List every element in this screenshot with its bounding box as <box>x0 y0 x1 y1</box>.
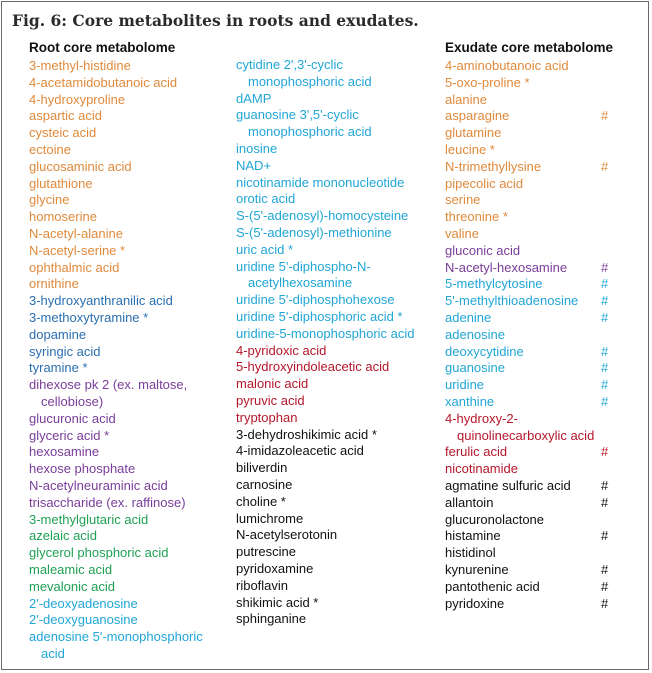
metabolite-entry: leucine * <box>445 142 495 157</box>
metabolite-entry: lumichrome <box>236 510 304 526</box>
metabolite-entry: maleamic acid <box>29 562 113 577</box>
metabolite-entry: histamine <box>445 528 501 544</box>
metabolite-entry: shikimic acid * <box>236 594 319 610</box>
metabolite-entry: serine <box>445 192 481 208</box>
metabolite-entry: syringic acid <box>29 343 101 359</box>
hash-mark: # <box>601 478 609 493</box>
hash-mark: # <box>601 158 609 174</box>
hash-mark: # <box>601 528 609 544</box>
metabolite-entry: hexosamine <box>29 444 100 460</box>
metabolite-entry: ornithine <box>29 276 79 292</box>
metabolite-entry: nicotinamide <box>445 461 518 477</box>
metabolite-entry: alanine <box>445 91 487 107</box>
metabolite-entry: 3-hydroxyanthranilic acid <box>29 293 173 309</box>
hash-mark: # <box>601 595 609 611</box>
metabolite-entry: guanosine <box>445 360 505 376</box>
metabolite-entry: valine <box>445 226 479 241</box>
metabolite-entry-continuation: acid <box>41 646 65 661</box>
metabolite-entry: choline * <box>236 493 286 509</box>
metabolite-entry: agmatine sulfuric acid <box>445 478 571 493</box>
metabolite-entry: 4-pyridoxic acid <box>236 342 327 358</box>
metabolite-entry: tryptophan <box>236 409 298 425</box>
metabolite-entry: adenosine <box>445 326 505 342</box>
metabolite-entry: 5-hydroxyindoleacetic acid <box>236 359 390 375</box>
metabolite-entry: uridine 5'-diphospho-N- <box>236 258 371 274</box>
metabolite-entry: guanosine 3',5'-cyclic <box>236 107 359 123</box>
metabolite-entry: dihexose pk 2 (ex. maltose, <box>29 377 188 393</box>
metabolite-entry: cytidine 2',3'-cyclic <box>236 57 343 72</box>
metabolite-entry: xanthine <box>445 394 495 409</box>
metabolite-entry: pyruvic acid <box>236 393 305 408</box>
metabolite-entry: 5-methylcytosine <box>445 276 543 292</box>
hash-mark: # <box>601 293 609 309</box>
metabolite-entry: 4-hydroxyproline <box>29 91 126 107</box>
metabolite-entry: 3-methyl-histidine <box>29 58 131 73</box>
metabolite-entry: putrescine <box>236 544 296 560</box>
figure-title: Fig. 6: Core metabolites in roots and exudates. <box>12 11 419 30</box>
metabolite-entry: N-acetylneuraminic acid <box>29 478 168 493</box>
metabolite-entry: biliverdin <box>236 460 288 476</box>
metabolite-entry: 4-acetamidobutanoic acid <box>29 74 178 90</box>
hash-mark: # <box>601 377 609 393</box>
metabolite-entry: gluconic acid <box>445 242 521 258</box>
column-header: Root core metabolome <box>29 40 176 55</box>
metabolite-entry: tyramine * <box>29 360 88 376</box>
metabolite-entry: 4-hydroxy-2- <box>445 410 518 426</box>
hash-mark: # <box>601 108 609 124</box>
metabolite-entry: 2'-deoxyadenosine <box>29 595 138 611</box>
metabolite-entry: 2'-deoxyguanosine <box>29 612 138 628</box>
hash-mark: # <box>601 276 609 292</box>
metabolite-entry: N-trimethyllysine <box>445 158 542 174</box>
hash-mark: # <box>601 360 609 376</box>
metabolite-entry: dopamine <box>29 326 87 342</box>
metabolite-entry: glutathione <box>29 175 93 191</box>
metabolite-entry: nicotinamide mononucleotide <box>236 174 405 190</box>
metabolite-entry: glucosaminic acid <box>29 158 132 174</box>
metabolite-entry: ophthalmic acid <box>29 259 120 275</box>
metabolite-entry-continuation: quinolinecarboxylic acid <box>457 427 595 443</box>
metabolite-entry: pyridoxine <box>445 595 505 611</box>
metabolite-entry-continuation: monophosphoric acid <box>248 124 372 140</box>
hash-mark: # <box>601 259 609 275</box>
metabolite-entry: aspartic acid <box>29 108 102 124</box>
metabolite-entry: allantoin <box>445 494 494 510</box>
metabolite-entry: kynurenine <box>445 562 509 577</box>
metabolite-entry: trisaccharide (ex. raffinose) <box>29 494 186 510</box>
metabolite-entry: glutamine <box>445 125 502 141</box>
metabolite-entry: ectoine <box>29 142 71 157</box>
metabolite-entry: S-(5'-adenosyl)-methionine <box>236 225 392 240</box>
metabolite-entry: carnosine <box>236 477 293 492</box>
hash-mark: # <box>601 578 609 594</box>
metabolite-entry: N-acetyl-alanine <box>29 226 123 241</box>
metabolite-entry: glucuronolactone <box>445 511 545 527</box>
hash-mark: # <box>601 310 609 325</box>
metabolite-entry: uridine 5'-diphosphoric acid * <box>236 309 403 324</box>
metabolite-entry: glucuronic acid <box>29 410 116 426</box>
metabolite-entry: adenosine 5'-monophosphoric <box>29 629 203 645</box>
metabolite-entry: glycerol phosphoric acid <box>29 545 169 561</box>
metabolite-entry-continuation: monophosphoric acid <box>248 73 372 89</box>
hash-mark: # <box>601 562 609 577</box>
metabolite-entry: 5'-methylthioadenosine <box>445 293 579 309</box>
metabolite-entry: uridine 5'-diphosphohexose <box>236 292 395 308</box>
metabolite-entry: 3-methoxytyramine * <box>29 310 149 325</box>
metabolite-entry: pipecolic acid <box>445 175 524 191</box>
metabolite-entry: cysteic acid <box>29 125 97 141</box>
metabolite-entry: malonic acid <box>236 376 309 392</box>
metabolite-entry: azelaic acid <box>29 528 97 544</box>
metabolite-entry: N-acetyl-hexosamine <box>445 259 568 275</box>
metabolite-entry: glyceric acid * <box>29 427 110 443</box>
metabolite-entry-continuation: cellobiose) <box>41 394 104 409</box>
metabolite-entry: NAD+ <box>236 157 272 173</box>
metabolite-entry: pantothenic acid <box>445 578 540 594</box>
metabolite-entry: asparagine <box>445 108 510 124</box>
metabolite-entry: uridine <box>445 377 485 393</box>
hash-mark: # <box>601 444 609 460</box>
metabolite-entry: sphinganine <box>236 611 307 627</box>
figure-frame <box>1 1 649 670</box>
metabolite-entry: 3-dehydroshikimic acid * <box>236 426 377 442</box>
metabolite-entry: 5-oxo-proline * <box>445 74 530 90</box>
metabolite-entry: N-acetylserotonin <box>236 527 338 543</box>
metabolite-entry: uric acid * <box>236 241 294 257</box>
metabolite-entry: mevalonic acid <box>29 578 115 594</box>
hash-mark: # <box>601 494 609 510</box>
metabolite-entry: adenine <box>445 310 492 325</box>
metabolite-entry: 4-imidazoleacetic acid <box>236 443 364 459</box>
metabolite-entry: uridine-5-monophosphoric acid <box>236 325 415 341</box>
metabolite-entry: glycine <box>29 192 70 208</box>
metabolite-entry: histidinol <box>445 545 496 561</box>
metabolite-entry: pyridoxamine <box>236 561 314 576</box>
metabolite-entry: N-acetyl-serine * <box>29 242 126 258</box>
hash-mark: # <box>601 343 609 359</box>
metabolite-entry: hexose phosphate <box>29 461 136 477</box>
metabolite-entry: inosine <box>236 141 278 156</box>
metabolite-entry-continuation: acetylhexosamine <box>248 275 353 291</box>
metabolite-entry: S-(5'-adenosyl)-homocysteine <box>236 208 409 224</box>
metabolite-entry: orotic acid <box>236 191 296 207</box>
metabolite-entry: threonine * <box>445 209 508 225</box>
metabolite-entry: deoxycytidine <box>445 343 524 359</box>
column-header: Exudate core metabolome <box>445 40 614 55</box>
metabolite-entry: homoserine <box>29 209 97 225</box>
metabolite-entry: dAMP <box>236 90 272 106</box>
metabolite-entry: 3-methylglutaric acid <box>29 511 149 527</box>
metabolite-entry: ferulic acid <box>445 444 508 460</box>
metabolite-entry: 4-aminobutanoic acid <box>445 58 569 73</box>
hash-mark: # <box>601 394 609 409</box>
metabolite-entry: riboflavin <box>236 577 289 593</box>
